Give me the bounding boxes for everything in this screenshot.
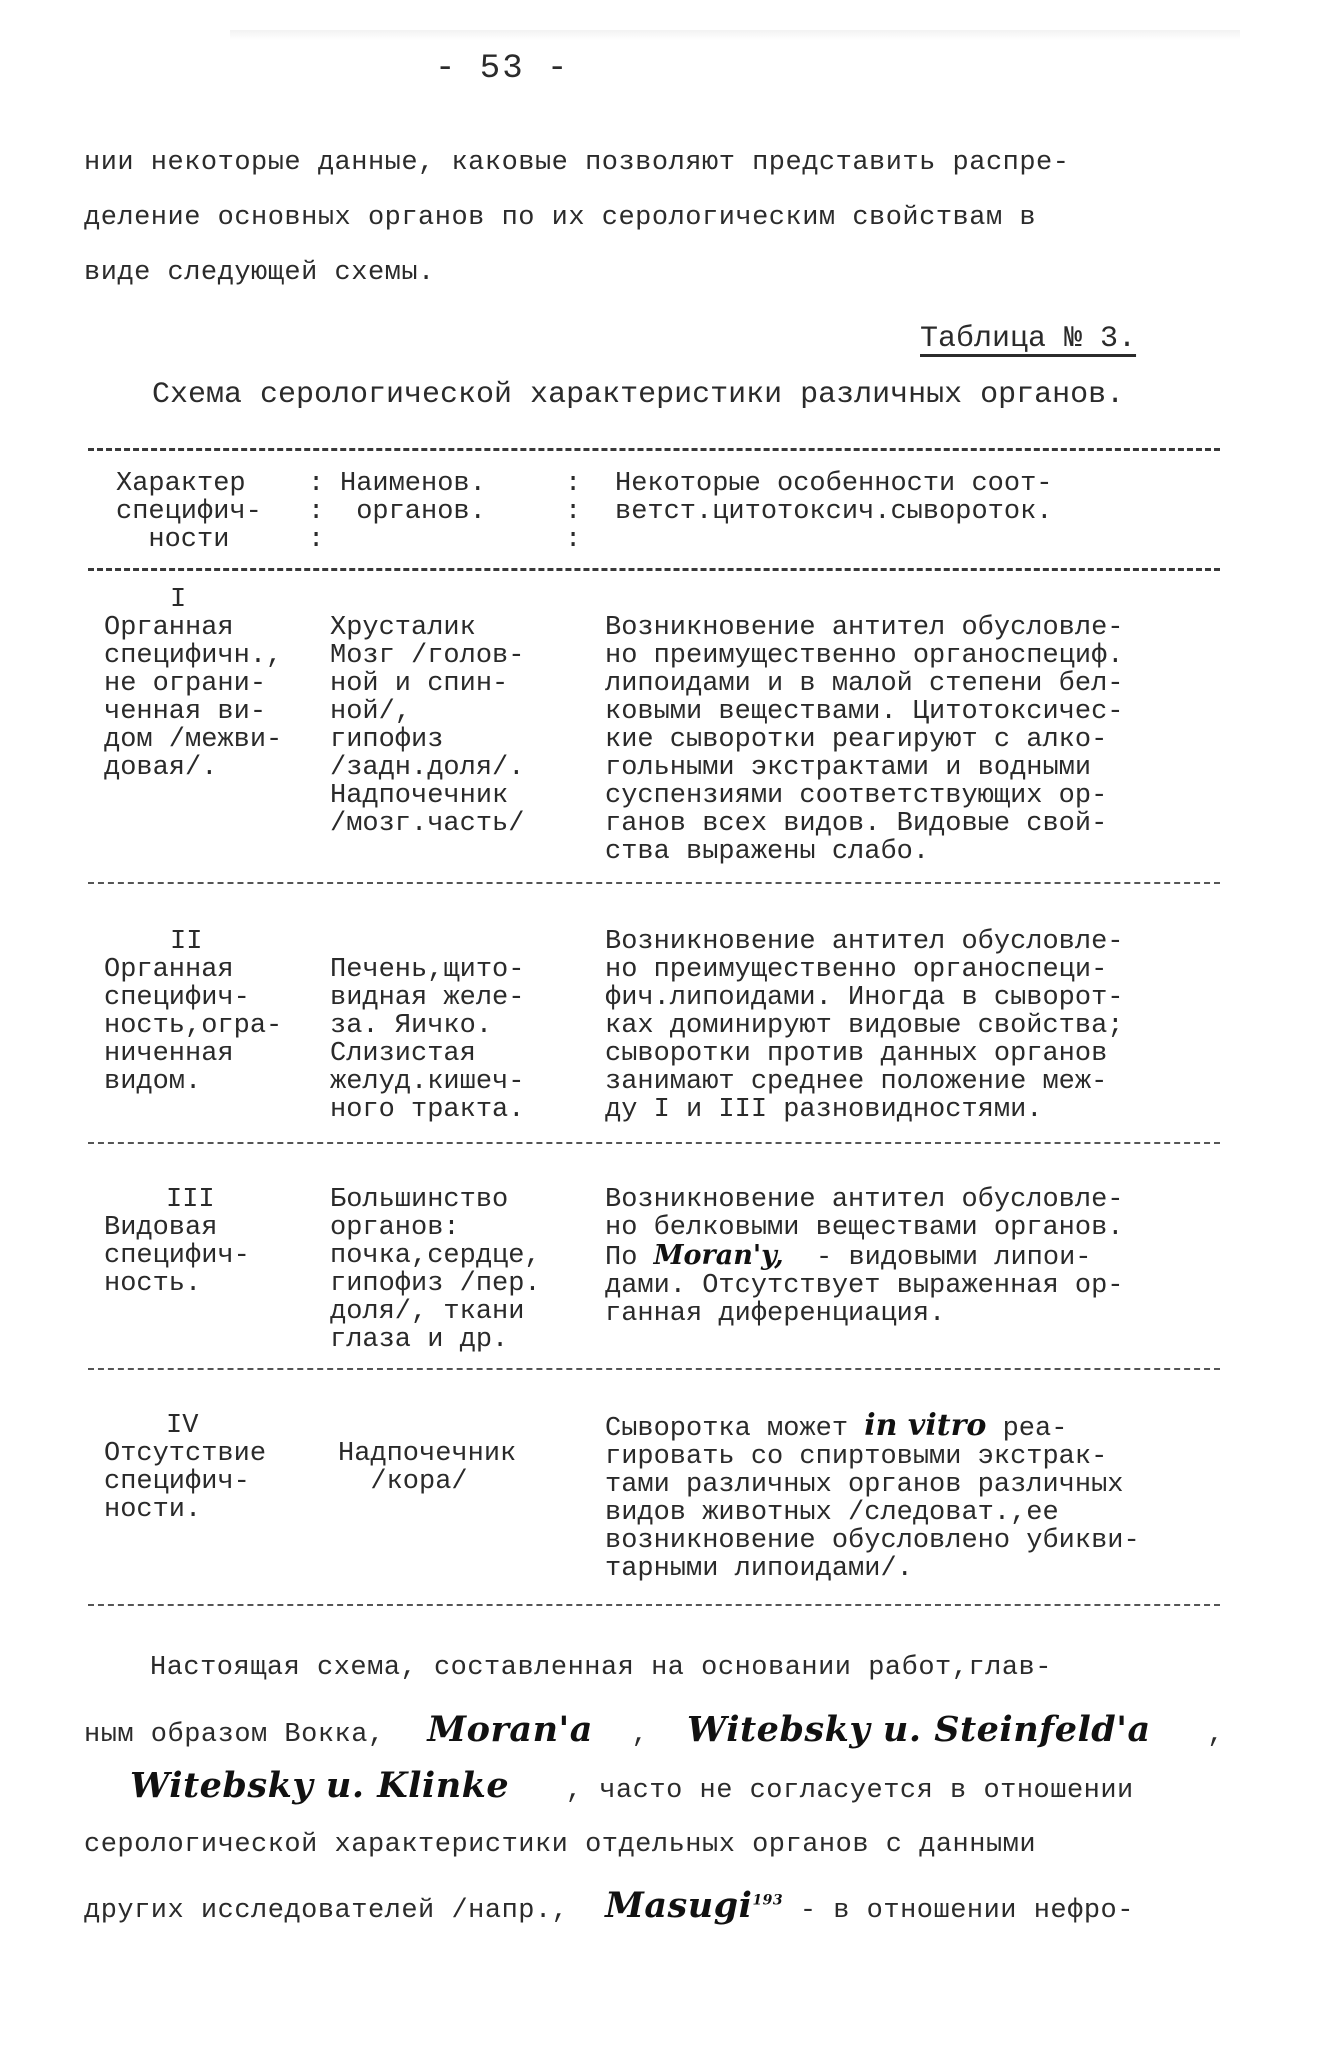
outro-line-4: серологической характеристики отдельных органов с данными [84, 1830, 1037, 1860]
header-separator-1: : : : [308, 469, 325, 555]
intro-line-1: нии некоторые данные, каковые позволяют представить распре- [84, 148, 1070, 178]
row-4-features-part-2: реа- гировать со спиртовыми экстрак- тами различных органов различных видов животных /следоват.,ее возникновение обусловлено убикви- тарными липоидами/. [605, 1414, 1140, 1584]
row-3-features-part-1: Возникновение антител обусловле- но белковыми веществами органов. По [605, 1185, 1124, 1273]
page-top-shadow [230, 30, 1240, 40]
row-divider-2 [88, 1142, 1220, 1144]
intro-line-2: деление основных органов по их серологическим свойствам в [84, 203, 1037, 233]
outro-line-1: Настоящая схема, составленная на основании работ,глав- [150, 1653, 1052, 1683]
handwritten-witebsky-steinfeld: Witebsky u. Steinfeld'a [687, 1709, 1151, 1750]
schema-title: Схема серологической характеристики различных органов. [152, 378, 1125, 412]
row-4-features-part-1: Сыворотка может [605, 1414, 865, 1444]
row-2-organs: Печень,щито- видная желе- за. Яичко. Слизистая желуд.кишеч- ного тракта. [330, 955, 525, 1125]
row-4-features [605, 1408, 1140, 1584]
row-1-numeral: I [170, 585, 187, 615]
header-organ-name: Наименов. органов. [340, 469, 486, 527]
row-divider-3 [88, 1368, 1220, 1370]
handwritten-masugi [605, 1885, 783, 1926]
outro-comma-1: , [631, 1720, 649, 1750]
outro-line-5 [84, 1885, 1134, 1926]
header-features: Некоторые особенности соот- ветст.цитотоксич.сывороток. [615, 469, 1053, 527]
row-3-numeral: III [166, 1185, 215, 1215]
row-2-character: Органная специфич- ность,огра- ниченная видом. [104, 955, 283, 1097]
outro-line-5-text: других исследователей /напр., [84, 1896, 569, 1926]
row-2-numeral: II [170, 927, 203, 957]
row-2-features: Возникновение антител обусловле- но преимущественно органоспеци- фич.липоидами. Иногда в сыворот- ках доминируют видовые свойства; сыворотки против данных органов занимают среднее положение меж- ду I и III разновидностями. [605, 927, 1124, 1125]
row-4-character: Отсутствие специфич- ности. [104, 1439, 267, 1525]
outro-line-5-end: - в отношении нефро- [799, 1896, 1134, 1926]
row-3-features [605, 1186, 1123, 1328]
table-top-rule [88, 448, 1220, 451]
outro-line-2-text: ным образом Вокка, [84, 1720, 385, 1750]
row-4-handwritten-in-vitro: in vitro [864, 1408, 987, 1443]
outro-comma-2: , [1207, 1720, 1225, 1750]
row-3-organs: Большинство органов: почка,сердце, гипофиз /пер. доля/, ткани глаза и др. [330, 1185, 541, 1355]
outro-line-3 [130, 1765, 1134, 1806]
row-3-character: Видовая специфич- ность. [104, 1213, 250, 1299]
outro-line-2 [84, 1709, 1225, 1750]
row-3-features-part-2: - видовыми липои- дами. Отсутствует выраженная ор- ганная диференциация. [605, 1243, 1124, 1329]
header-bottom-rule [88, 568, 1220, 571]
row-4-organs: Надпочечник /кора/ [338, 1439, 517, 1497]
table-caption: Таблица № 3. [920, 322, 1137, 356]
row-3-handwritten-moran: Moran'y, [653, 1240, 784, 1271]
masugi-name: Masugi [605, 1885, 753, 1926]
row-4-numeral: IV [166, 1411, 199, 1441]
intro-line-3: виде следующей схемы. [84, 258, 435, 288]
row-1-character: Органная специфичн., не ограни- ченная ви- дом /межви- довая/. [104, 613, 283, 783]
header-character: Характер специфич- ности [116, 469, 262, 555]
row-1-features: Возникновение антител обусловле- но преимущественно органоспециф. липоидами и в малой степени бел- ковыми веществами. Цитотоксичес- кие сыворотки реагируют с алко- гольными экстрактами и водными суспензиями соответствующих ор- ганов всех видов. Видовые свой- ства выражены слабо. [605, 613, 1124, 867]
masugi-reference: 193 [752, 1892, 784, 1909]
row-1-organs: Хрусталик Мозг /голов- ной и спин- ной/, гипофиз /задн.доля/. Надпочечник /мозг.часть/ [330, 613, 525, 839]
outro-line-3-text: , часто не согласуется в отношении [565, 1776, 1134, 1806]
table-bottom-rule [88, 1604, 1220, 1606]
header-separator-2: : : : [565, 469, 582, 555]
row-divider-1 [88, 882, 1220, 884]
handwritten-witebsky-klinke: Witebsky u. Klinke [130, 1765, 510, 1806]
handwritten-moran-a: Moran'a [427, 1709, 593, 1750]
page-number: - 53 - [435, 50, 570, 88]
